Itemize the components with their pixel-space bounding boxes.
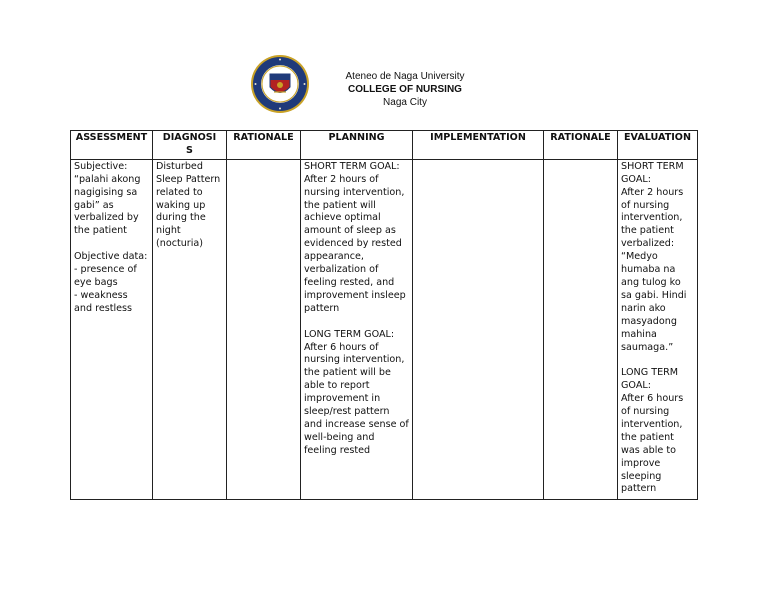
header-text bbox=[320, 70, 490, 109]
header-rationale: RATIONALE bbox=[227, 131, 301, 160]
header-diagnosis: DIAGNOSI S bbox=[153, 131, 227, 160]
header-assessment: ASSESSMENT bbox=[71, 131, 153, 160]
cell-diagnosis: Disturbed Sleep Pattern related to waking up during the night (nocturia) bbox=[153, 159, 227, 499]
nursing-care-plan-table bbox=[70, 130, 698, 500]
cell-planning: SHORT TERM GOAL: After 2 hours of nursing intervention, the patient will achieve optimal amount of sleep as evidenced by rested appearance, verbalization of feeling rested, and improvement insleep pattern LONG TERM GOAL: After 6 hours of nursing intervention, the patient will be able to report improvement in sleep/rest pattern and increase sense of well-being and feeling rested bbox=[301, 159, 413, 499]
document-header bbox=[250, 54, 550, 116]
college-name: COLLEGE OF NURSING bbox=[348, 84, 462, 95]
header-planning: PLANNING bbox=[301, 131, 413, 160]
city-name: Naga City bbox=[383, 97, 427, 108]
cell-rationale bbox=[227, 159, 301, 499]
cell-assessment: Subjective: “palahi akong nagigising sa gabi” as verbalized by the patient Objective data: - presence of eye bags - weakness and restless bbox=[71, 159, 153, 499]
header-rationale-2: RATIONALE bbox=[544, 131, 618, 160]
cell-evaluation: SHORT TERM GOAL: After 2 hours of nursing intervention, the patient verbalized: “Medyo humaba na ang tulog ko sa gabi. Hindi narin ako masyadong mahina saumaga.” LONG TERM GOAL: After 6 hours of nursing intervention, the patient was able to improve sleeping pattern bbox=[618, 159, 698, 499]
header-implementation: IMPLEMENTATION bbox=[413, 131, 544, 160]
table-row bbox=[71, 159, 698, 499]
university-name: Ateneo de Naga University bbox=[345, 71, 465, 82]
header-evaluation: EVALUATION bbox=[618, 131, 698, 160]
university-seal-icon bbox=[250, 54, 310, 114]
table-header-row bbox=[71, 131, 698, 160]
cell-rationale-2 bbox=[544, 159, 618, 499]
cell-implementation bbox=[413, 159, 544, 499]
